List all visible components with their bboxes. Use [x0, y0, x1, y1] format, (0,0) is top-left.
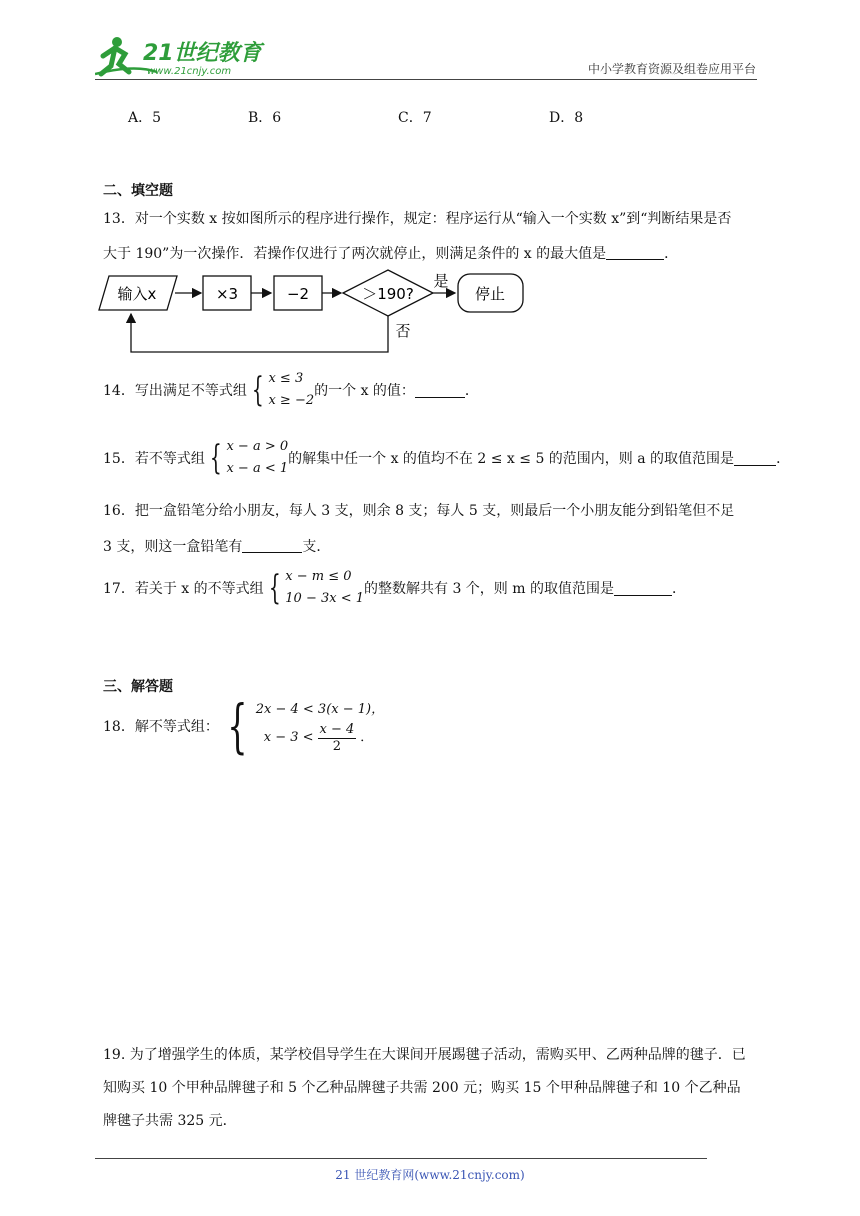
flow-stop-label: 停止 — [474, 285, 506, 303]
q14-wrap — [103, 368, 479, 412]
q17-pre: 17．若关于 x 的不等式组 — [103, 581, 264, 597]
q13-answer-blank[interactable] — [606, 245, 664, 260]
q18-row1: 2x − 4 < 3(x − 1)， — [255, 701, 385, 717]
flow-times3-label: ×3 — [215, 285, 239, 303]
q14-row2: x ≥ −2 — [268, 393, 315, 408]
footer-divider — [95, 1158, 707, 1159]
q16-answer-blank[interactable] — [242, 538, 302, 553]
q15-system — [226, 436, 288, 480]
flow-input-label: 输入x — [117, 285, 157, 303]
q15-pre: 15．若不等式组 — [103, 451, 205, 467]
q13-flowchart — [95, 268, 535, 358]
q18-brace: { — [227, 692, 248, 760]
q14-system — [268, 368, 314, 412]
q15-row2: x − a < 1 — [226, 461, 289, 476]
flow-loop-arrow — [131, 314, 388, 352]
flow-minus2-label: −2 — [286, 285, 310, 303]
q17-post: 的整数解共有 3 个，则 m 的取值范围是 — [364, 581, 614, 597]
q15-row1: x − a > 0 — [226, 439, 289, 454]
q16-line2: 3 支，则这一盒铅笔有 — [103, 539, 243, 555]
q17-brace: { — [268, 568, 281, 608]
q15-post: 的解集中任一个 x 的值均不在 2 ≤ x ≤ 5 的范围内，则 a 的取值范围是 — [288, 451, 735, 467]
option-a: A．5 — [128, 110, 162, 126]
option-d: D．8 — [549, 110, 584, 126]
q13-line2: 大于 190”为一次操作．若操作仅进行了两次就停止，则满足条件的 x 的最大值是 — [103, 246, 607, 262]
q13-line2-wrap — [103, 243, 678, 263]
q14-post: 的一个 x 的值： — [314, 383, 415, 399]
flow-no-label: 否 — [395, 322, 411, 340]
platform-name: 中小学教育资源及组卷应用平台 — [587, 62, 756, 76]
q14-end: ． — [464, 383, 479, 399]
q15-answer-blank[interactable] — [734, 451, 776, 466]
q17-answer-blank[interactable] — [614, 581, 672, 596]
q14-brace: { — [251, 370, 264, 410]
q15-end: ． — [776, 451, 791, 467]
q14-row1: x ≤ 3 — [268, 371, 304, 386]
q17-wrap — [103, 566, 686, 610]
q19-line3: 牌毽子共需 325 元． — [103, 1113, 237, 1129]
q19-line2: 知购买 10 个甲种品牌毽子和 5 个乙种品牌毽子共需 200 元；购买 15 个甲种品牌毽子和 10 个乙种品 — [103, 1080, 741, 1096]
logo-url-text: www.21cnjy.com — [147, 66, 232, 77]
q19-line1: 19. 为了增强学生的体质，某学校倡导学生在大课间开展踢毽子活动，需购买甲、乙两种品牌的毽子．已 — [103, 1047, 746, 1063]
logo-main-text: 21世纪教育 — [143, 41, 262, 66]
q16-end: 支． — [302, 539, 331, 555]
section-solve-title: 三、解答题 — [103, 679, 173, 695]
option-c: C．7 — [398, 110, 432, 126]
q13-line1: 13．对一个实数 x 按如图所示的程序进行操作，规定：程序运行从“输入一个实数 x”到“判断结果是否 — [103, 211, 732, 227]
header-divider — [95, 79, 757, 80]
q15-brace: { — [209, 438, 222, 478]
flow-condition-label: ＞190? — [362, 285, 414, 303]
footer-link[interactable]: 21 世纪教育网(www.21cnjy.com) — [335, 1168, 525, 1182]
q14-pre: 14．写出满足不等式组 — [103, 383, 247, 399]
q18-wrap — [103, 692, 385, 760]
q17-row2: 10 − 3x < 1 — [285, 591, 364, 606]
q18-row2-end: ． — [360, 730, 374, 745]
q17-end: ． — [671, 581, 686, 597]
q18-system — [256, 698, 384, 755]
q17-row1: x − m ≤ 0 — [285, 569, 352, 584]
site-logo — [95, 34, 265, 80]
q13-end: ． — [664, 246, 679, 262]
section-fill-blank-title: 二、填空题 — [103, 183, 173, 199]
q18-row2 — [256, 722, 374, 755]
q18-fraction — [318, 722, 357, 755]
q14-answer-blank[interactable] — [415, 383, 465, 398]
q18-pre: 18．解不等式组： — [103, 719, 219, 735]
q16-line1: 16．把一盒铅笔分给小朋友，每人 3 支，则余 8 支；每人 5 支，则最后一个小朋友能分到铅笔但不足 — [103, 503, 735, 519]
q16-line2-wrap — [103, 536, 330, 556]
q17-system — [285, 566, 364, 610]
q18-row2-left: x − 3 < — [263, 730, 314, 745]
flow-yes-label: 是 — [433, 272, 449, 290]
q15-wrap — [103, 436, 790, 480]
q18-fraction-num: x − 4 — [319, 721, 355, 737]
option-b: B．6 — [248, 110, 282, 126]
q18-fraction-den: 2 — [332, 738, 342, 754]
